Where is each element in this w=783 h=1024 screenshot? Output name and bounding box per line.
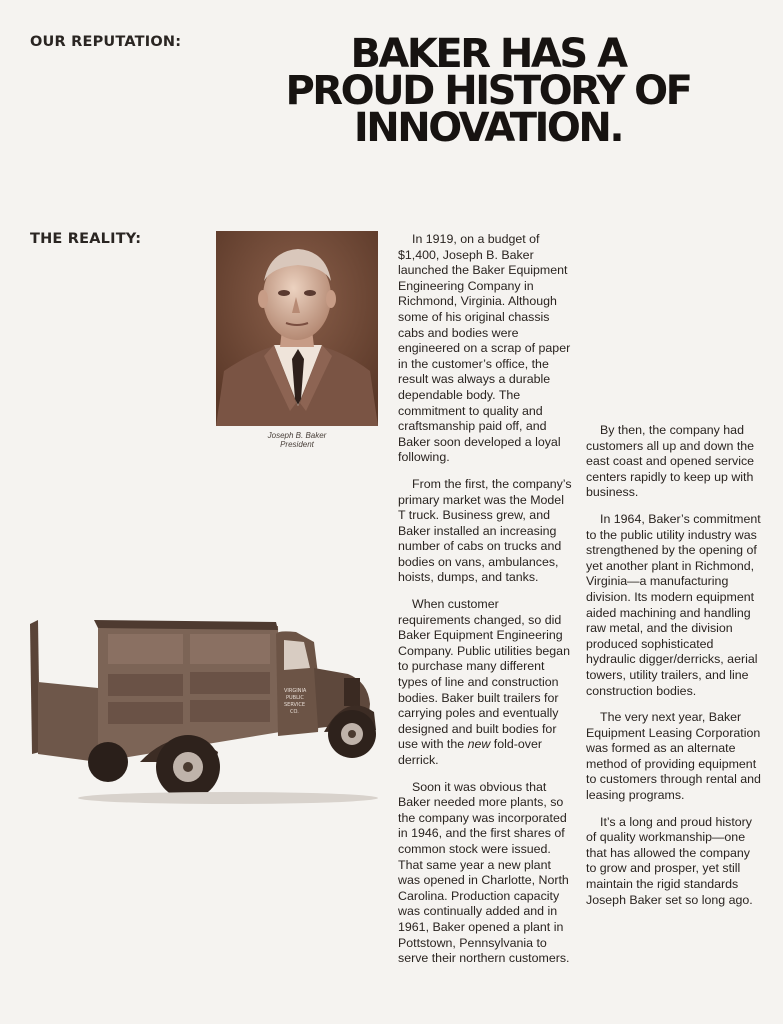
- truck-door-text-1: VIRGINIA: [284, 688, 307, 694]
- article-column-2: [586, 423, 762, 919]
- caption-name: Joseph B. Baker: [267, 431, 327, 440]
- section-label-reputation: OUR REPUTATION:: [30, 34, 182, 50]
- paragraph: From the first, the company’s primary market was the Model T truck. Business grew, and Baker installed an increasing number of cabs on trucks and bodies on vans, ambulances, hoists, dumps, and tanks.: [398, 476, 572, 585]
- paragraph: By then, the company had customers all up and down the east coast and opened service centers rapidly to keep up with business.: [586, 423, 755, 500]
- paragraph: Soon it was obvious that Baker needed more plants, so the company was incorporated in 1946, and the first shares of common stock were issued. That same year a new plant was opened in Charlotte, North Carolina. Production capacity was continually added and in 1961, Baker opened a plant in Pottstown, Pennsylvania to serve their northern customers.: [398, 779, 570, 966]
- president-portrait-photo: [216, 231, 378, 426]
- article-column-1: [398, 232, 574, 978]
- vintage-utility-truck-photo: [28, 612, 383, 808]
- paragraph: It’s a long and proud history of quality workmanship—one that has allowed the company to grow and prosper, yet still maintain the rigid standards Joseph Baker set so long ago.: [586, 814, 753, 907]
- headline-line-1: BAKER HAS A: [350, 31, 626, 77]
- portrait-caption: [216, 431, 378, 449]
- paragraph: In 1964, Baker’s commitment to the public utility industry was strengthened by the opening of yet another plant in Richmond, Virginia—a manufacturing division. Its modern equipment aided machining and handling raw metal, and the division produced sophisticated hydraulic digger/derricks, aerial towers, utility trailers, and line construction bodies.: [586, 511, 761, 698]
- emphasis-new: new: [467, 737, 491, 752]
- paragraph-text: fold-over derrick.: [398, 737, 542, 767]
- headline: [278, 31, 698, 151]
- truck-door-text-4: CO.: [290, 709, 299, 715]
- section-label-reality: THE REALITY:: [30, 231, 142, 247]
- truck-door-text-3: SERVICE: [284, 702, 306, 708]
- headline-line-2: PROUD HISTORY OF: [285, 68, 691, 114]
- portrait-illustration: [216, 231, 378, 426]
- paragraph: In 1919, on a budget of $1,400, Joseph B. Baker launched the Baker Equipment Engineering Company in Richmond, Virginia. Although some of his original chassis cabs and bodies were engineered on a scrap of paper in the customer’s office, the result was always a durable dependable body. The commitment to quality and craftsmanship paid off, and Baker soon developed a loyal following.: [398, 232, 571, 465]
- headline-line-3: INNOVATION.: [353, 105, 623, 151]
- truck-door-text-2: PUBLIC: [286, 695, 304, 701]
- paragraph-text: When customer requirements changed, so did Baker Equipment Engineering Company. Public utilities began to purchase many different types of line and construction bodies. Baker built trailers for carrying poles and eventually designed and built bodies for use with the: [398, 597, 570, 752]
- truck-illustration: [28, 612, 383, 808]
- paragraph: [398, 597, 574, 769]
- paragraph: The very next year, Baker Equipment Leasing Corporation was formed as an alternate method of providing equipment to customers through rental and leasing programs.: [586, 710, 761, 803]
- caption-title: President: [280, 440, 314, 449]
